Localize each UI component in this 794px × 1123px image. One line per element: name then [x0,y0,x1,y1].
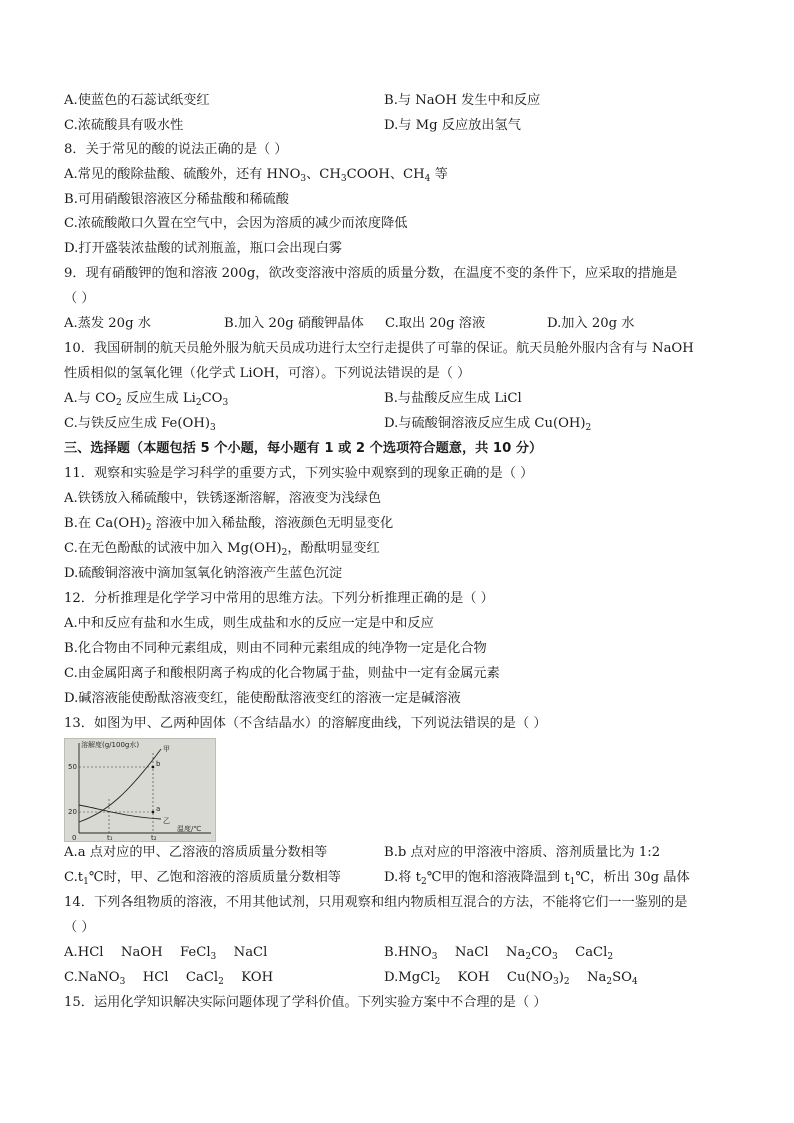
q10-option-a: A.与 $CO_2$ 反应生成 $Li_2CO_3$ [64,391,229,408]
curve-jia [79,749,161,822]
q9-paren: （ ） [64,291,95,306]
q11-option-a: A.铁锈放入稀硫酸中，铁锈逐渐溶解，溶液变为浅绿色 [64,491,382,506]
q9-stem: 9．现有硝酸钾的饱和溶液 200g，欲改变溶液中溶质的质量分数，在温度不变的条件下，应采取的措施是 [64,266,678,281]
q7-option-b: B.与 NaOH 发生中和反应 [384,93,541,108]
q8-stem: 8．关于常见的酸的说法正确的是（ ） [64,142,288,157]
curve-label-jia: 甲 [163,745,170,753]
q9-option-b: B.加入 20g 硝酸钾晶体 [224,316,364,331]
q14-option-c: C.NaNO$_3$ HCl CaCl$_2$ KOH [64,970,274,987]
point-b [152,766,155,769]
q12-stem: 12．分析推理是化学学习中常用的思维方法。下列分析推理正确的是（ ） [64,591,494,606]
origin-label: 0 [72,834,77,841]
q11-stem: 11．观察和实验是学习科学的重要方式，下列实验中观察到的现象正确的是（ ） [64,466,534,481]
q12-option-d: D.碱溶液能使酚酞溶液变红，能使酚酞溶液变红的溶液一定是碱溶液 [64,691,461,706]
q10-stem-1: 10．我国研制的航天员舱外服为航天员成功进行太空行走提供了可靠的保证。航天员舱外服内含有与 NaOH [64,341,694,356]
q12-option-c: C.由金属阳离子和酸根阴离子构成的化合物属于盐，则盐中一定有金属元素 [64,666,500,681]
section-3-heading: 三、选择题（本题包括 5 个小题，每小题有 1 或 2 个选项符合题意，共 10 分） [64,441,543,456]
q13-option-d: D.将 $t_2℃$甲的饱和溶液降温到 $t_1℃$，析出 30g 晶体 [384,870,690,887]
q9-option-a: A.蒸发 20g 水 [64,316,151,331]
q8-option-d: D.打开盛装浓盐酸的试剂瓶盖，瓶口会出现白雾 [64,241,343,256]
q7-option-d: D.与 Mg 反应放出氢气 [384,118,521,133]
point-a [152,811,155,814]
q9-option-d: D.加入 20g 水 [547,316,635,331]
y-tick-20: 20 [68,808,77,816]
q13-option-a: A.a 点对应的甲、乙溶液的溶质质量分数相等 [64,845,328,860]
q10-option-c: C.与铁反应生成 $Fe(OH)_3$ [64,416,216,433]
q13-stem: 13．如图为甲、乙两种固体（不含结晶水）的溶解度曲线，下列说法错误的是（ ） [64,716,547,731]
x-tick-t1: t₁ [107,834,113,841]
q8-option-c: C.浓硫酸敞口久置在空气中，会因为溶质的减少而浓度降低 [64,216,408,231]
q11-option-c: C.在无色酚酞的试液中加入 $Mg(OH)_2$，酚酞明显变红 [64,541,380,558]
x-tick-t2: t₂ [151,834,157,841]
y-tick-50: 50 [68,763,77,771]
q14-option-d: D.MgCl$_2$ KOH $Cu(NO_3)_2$ $Na_2SO_4$ [384,970,638,987]
q9-option-c: C.取出 20g 溶液 [385,316,486,331]
q11-option-d: D.硫酸铜溶液中滴加氢氧化钠溶液产生蓝色沉淀 [64,566,343,581]
q13-option-b: B.b 点对应的甲溶液中溶质、溶剂质量比为 1:2 [384,845,661,860]
q10-stem-2: 性质相似的氢氧化锂（化学式 LiOH，可溶）。下列说法错误的是（ ） [64,366,471,381]
q14-stem: 14．下列各组物质的溶液，不用其他试剂，只用观察和组内物质相互混合的方法，不能将它们一一鉴别的是 [64,895,688,910]
q14-option-b: $B.HNO_3$ NaCl $Na_2CO_3$ CaCl$_2$ [384,945,614,962]
q7-option-a: A.使蓝色的石蕊试纸变红 [64,93,210,108]
point-label-a: a [156,805,161,813]
q14-option-a: A.HCl NaOH FeCl$_3$ NaCl [64,945,268,962]
curve-label-yi: 乙 [163,817,170,825]
q11-option-b: B.在 $Ca(OH)_2$ 溶液中加入稀盐酸，溶液颜色无明显变化 [64,516,394,533]
point-label-b: b [156,760,161,768]
y-axis-label: 溶解度(g/100g水) [81,741,140,749]
solubility-curve-figure [64,738,216,842]
q7-option-c: C.浓硫酸具有吸水性 [64,118,184,133]
solubility-curve-svg [65,739,215,841]
q12-option-b: B.化合物由不同种元素组成，则由不同种元素组成的纯净物一定是化合物 [64,641,487,656]
q10-option-d: D.与硫酸铜溶液反应生成 $Cu(OH)_2$ [384,416,592,433]
q8-option-a: A.常见的酸除盐酸、硫酸外，还有 $HNO_3$、$CH_3COOH$、$CH_4$ 等 [64,167,448,184]
x-axis-label: 温度/℃ [177,825,202,833]
q10-option-b: B.与盐酸反应生成 LiCl [384,391,522,406]
q14-paren: （ ） [64,920,95,935]
q8-option-b: B.可用硝酸银溶液区分稀盐酸和稀硫酸 [64,192,289,207]
q13-option-c: $C.t_1℃$时，甲、乙饱和溶液的溶质质量分数相等 [64,870,341,887]
q12-option-a: A.中和反应有盐和水生成，则生成盐和水的反应一定是中和反应 [64,616,434,631]
q15-stem: 15．运用化学知识解决实际问题体现了学科价值。下列实验方案中不合理的是（ ） [64,995,547,1010]
